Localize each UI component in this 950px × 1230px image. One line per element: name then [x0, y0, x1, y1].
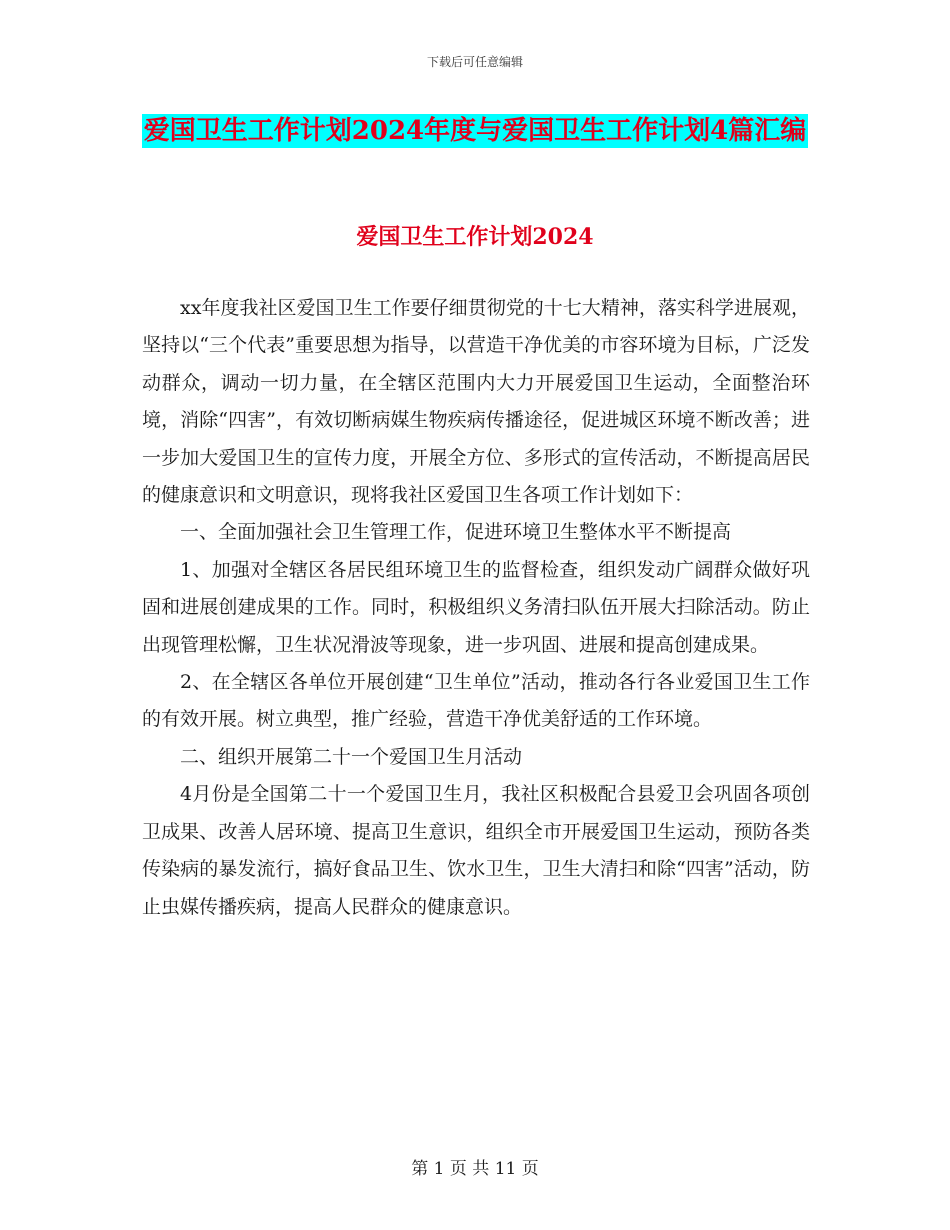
paragraph-heading-1: 一、全面加强社会卫生管理工作，促进环境卫生整体水平不断提高 [180, 521, 732, 544]
paragraph-heading-2: 二、组织开展第二十一个爱国卫生月活动 [180, 745, 523, 768]
paragraph-health-month: 4月份是全国第二十一个爱国卫生月，我社区积极配合县爱卫会巩固各项创卫成果、改善人居环境、提高卫生意识，组织全市开展爱国卫生运动，预防各类传染病的暴发流行，搞好食品卫生、饮水卫生，卫生大清扫和除“四害”活动，防止虫媒传播疾病，提高人民群众的健康意识。 [142, 783, 810, 918]
page-number: 第 1 页 共 11 页 [411, 1159, 539, 1179]
document-body [142, 290, 810, 926]
document-title [140, 108, 810, 154]
section-title: 爱国卫生工作计划2024 [356, 224, 594, 250]
paragraph-item-2: 2、在全辖区各单位开展创建“卫生单位”活动，推动各行各业爱国卫生工作的有效开展。树立典型，推广经验，营造干净优美舒适的工作环境。 [142, 671, 810, 731]
paragraph-item-1: 1、加强对全辖区各居民组环境卫生的监督检查，组织发动广阔群众做好巩固和进展创建成果的工作。同时，积极组织义务清扫队伍开展大扫除活动。防止出现管理松懈，卫生状况滑波等现象，进一步巩固、进展和提高创建成果。 [142, 558, 810, 656]
document-title-text: 爱国卫生工作计划2024年度与爱国卫生工作计划4篇汇编 [143, 116, 807, 146]
page-header-note: 下载后可任意编辑 [426, 55, 523, 69]
paragraph-intro: xx年度我社区爱国卫生工作要仔细贯彻党的十七大精神，落实科学进展观，坚持以“三个代表”重要思想为指导，以营造干净优美的市容环境为目标，广泛发动群众，调动一切力量，在全辖区范围内大力开展爱国卫生运动，全面整治环境，消除“四害”，有效切断病媒生物疾病传播途径，促进城区环境不断改善；进一步加大爱国卫生的宣传力度，开展全方位、多形式的宣传活动，不断提高居民的健康意识和文明意识，现将我社区爱国卫生各项工作计划如下： [142, 297, 810, 507]
